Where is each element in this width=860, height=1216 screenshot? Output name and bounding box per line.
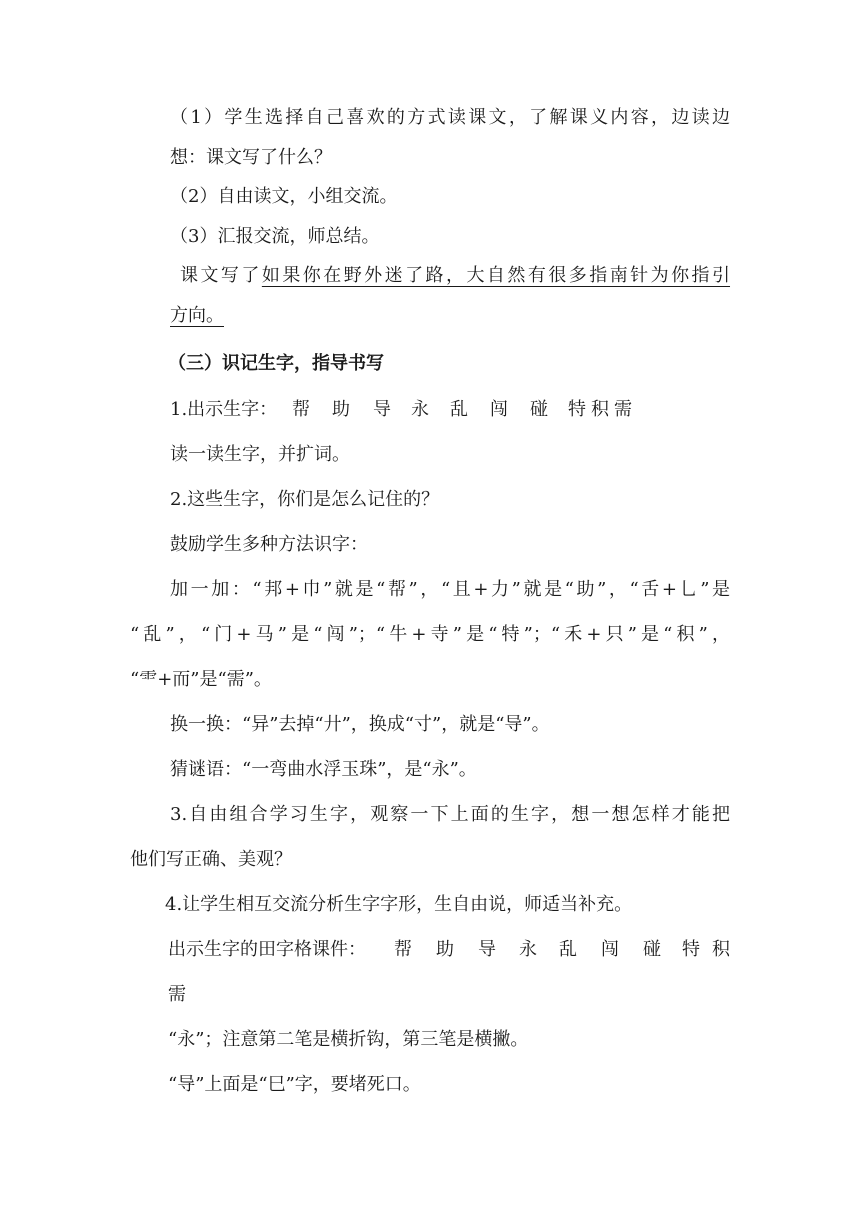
para-add-method-line1: 加一加：“邦+巾”就是“帮”，“且+力”就是“助”，“舌+乚”是 <box>170 579 730 600</box>
char-4: 永 <box>411 399 429 420</box>
summary-underlined-text: 如果你在野外迷了路，大自然有很多指南针为你指引 <box>261 265 731 286</box>
char-3: 导 <box>373 399 391 420</box>
para-add-method-line2: “乱”，“门+马”是“闯”；“牛+寺”是“特”；“禾+只”是“积”， <box>130 624 730 645</box>
char-7: 碰 <box>530 399 548 420</box>
char-6: 闯 <box>490 399 508 420</box>
para-riddle-method: 猜谜语：“一弯曲水浮玉珠”，是“永”。 <box>170 759 477 780</box>
char-10: 需 <box>614 399 632 420</box>
grid-char-4: 永 <box>519 939 537 960</box>
grid-char-6: 闯 <box>601 939 619 960</box>
grid-char-1: 帮 <box>394 939 412 960</box>
para-dao-note: “导”上面是“巳”字，要堵死口。 <box>168 1074 421 1095</box>
section-heading: （三）识记生字，指导书写 <box>168 353 384 374</box>
summary-underlined-text-2: 方向。 <box>170 305 224 326</box>
para-how-remember: 2.这些生字，你们是怎么记住的？ <box>170 489 440 510</box>
grid-char-5: 乱 <box>559 939 577 960</box>
para-step3: （3）汇报交流，师总结。 <box>170 226 380 247</box>
para-read-chars: 读一读生字，并扩词。 <box>170 444 350 465</box>
grid-char-2: 助 <box>436 939 454 960</box>
para-step1-line1: （1）学生选择自己喜欢的方式读课文，了解课义内容，边读边 <box>170 107 730 128</box>
para-summary-line2 <box>170 304 224 328</box>
show-chars-prefix: 1.出示生字： <box>170 399 278 420</box>
para-step1-line2: 想：课文写了什么？ <box>170 147 332 168</box>
char-9: 积 <box>591 399 609 420</box>
para-grid-chars-cont: 需 <box>168 984 186 1005</box>
char-2: 助 <box>332 399 350 420</box>
grid-char-3: 导 <box>478 939 496 960</box>
char-1: 帮 <box>292 399 310 420</box>
para-step3-line2: 他们写正确、美观？ <box>130 849 292 870</box>
para-yong-note: “永”；注意第二笔是横折钩，第三笔是横撇。 <box>168 1029 529 1050</box>
grid-char-7: 碰 <box>643 939 661 960</box>
summary-prefix: 课文写了 <box>180 265 262 286</box>
para-summary-line1 <box>180 264 730 288</box>
grid-char-9: 积 <box>712 939 730 960</box>
grid-chars-prefix: 出示生字的田字格课件： <box>168 939 366 960</box>
para-add-method-line3: “⻗+而”是“需”。 <box>130 669 272 690</box>
char-5: 乱 <box>450 399 468 420</box>
para-show-chars <box>170 398 690 422</box>
para-grid-chars <box>168 938 730 962</box>
grid-char-8: 特 <box>682 939 700 960</box>
char-8: 特 <box>568 399 586 420</box>
para-step3-line1: 3.自由组合学习生字，观察一下上面的生字，想一想怎样才能把 <box>170 804 730 825</box>
para-encourage: 鼓励学生多种方法识字： <box>170 534 368 555</box>
para-swap-method: 换一换：“异”去掉“廾”，换成“寸”，就是“导”。 <box>170 714 550 735</box>
para-step4: 4.让学生相互交流分析生字字形，生自由说，师适当补充。 <box>165 894 633 915</box>
para-step2: （2）自由读文，小组交流。 <box>170 186 398 207</box>
